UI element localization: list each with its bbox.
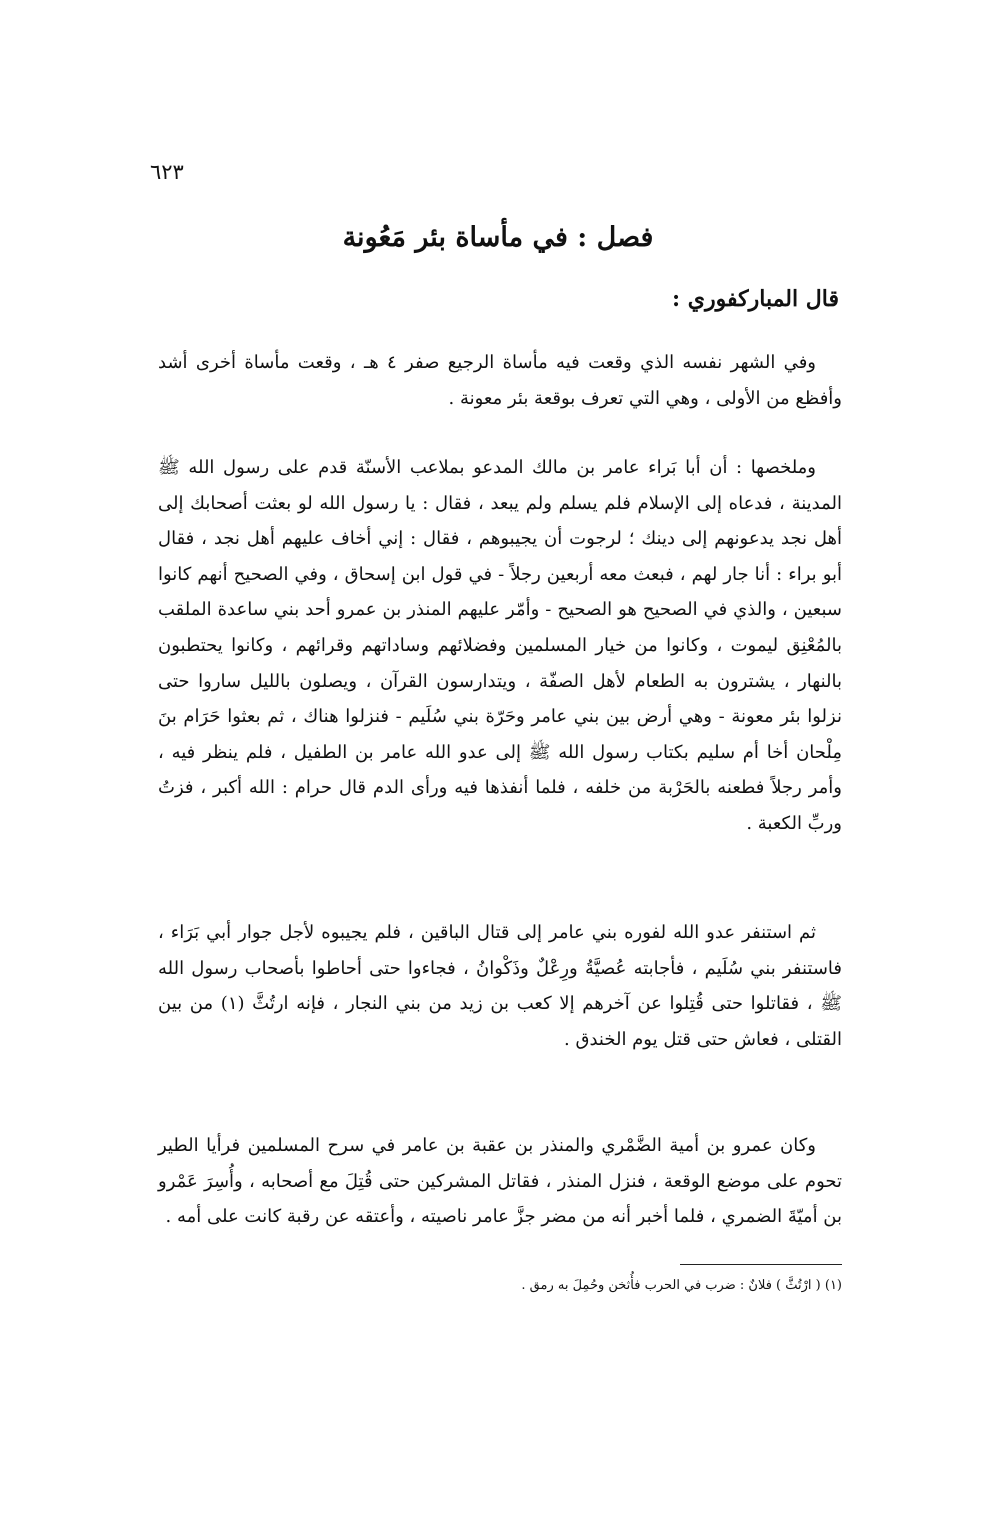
paragraph-text: وكان عمرو بن أمية الضَّمْري والمنذر بن عقبة بن عامر في سرح المسلمين فرأيا الطير تحوم على موضع الوقعة ، فنزل المنذر ، فقاتل المشركين حتى قُتِلَ مع أصحابه ، وأُسِرَ عَمْرو بن أميّةَ الضمري ، فلما أخبر أنه من مضر جزَّ عامر ناصيته ، وأعتقه عن رقبة كانت على أمه .: [158, 1135, 842, 1228]
paragraph-text: ثم استنفر عدو الله لفوره بني عامر إلى قتال الباقين ، فلم يجيبوه لأجل جوار أبي بَرَاء ، فاستنفر بني سُلَيم ، فأجابته عُصيَّةُ ورِعْلٌ وذَكْوانُ ، فجاءوا حتى أحاطوا بأصحاب رسول الله ﷺ ، فقاتلوا حتى قُتِلوا عن آخرهم إلا كعب بن زيد من بني النجار ، فإنه ارتُثَّ (١) من بين القتلى ، فعاش حتى قتل يوم الخندق .: [158, 922, 842, 1050]
footnote: (١) ( ارْتُثَّ ) فلانٌ : ضرب في الحرب فأُثخن وحُمِلَ به رمق .: [521, 1278, 842, 1293]
paragraph-3: [158, 915, 842, 1057]
paragraph-2: [158, 450, 842, 842]
paragraph-4: [158, 1128, 842, 1235]
page-number: ٦٢٣: [150, 160, 184, 184]
footnote-divider: [680, 1264, 842, 1265]
paragraph-text: وملخصها : أن أبا بَراء عامر بن مالك المدعو بملاعب الأسنّة قدم على رسول الله ﷺ المدينة ، فدعاه إلى الإسلام فلم يسلم ولم يبعد ، فقال : يا رسول الله لو بعثت أصحابك إلى أهل نجد يدعونهم إلى دينك ؛ لرجوت أن يجيبوهم ، فقال : إني أخاف عليهم أهل نجد ، فقال أبو براء : أنا جار لهم ، فبعث معه أربعين رجلاً - في قول ابن إسحاق ، وفي الصحيح أنهم كانوا سبعين ، والذي في الصحيح هو الصحيح - وأمّر عليهم المنذر بن عمرو أحد بني ساعدة الملقب بالمُعْنِق ليموت ، وكانوا من خيار المسلمين وفضلائهم وساداتهم وقرائهم ، وكانوا يحتطبون بالنهار ، يشترون به الطعام لأهل الصفّة ، ويتدارسون القرآن ، ويصلون بالليل ساروا حتى نزلوا بئر معونة - وهي أرض بين بني عامر وحَرّة بني سُلَيم - فنزلوا هناك ، ثم بعثوا حَرَام بنَ مِلْحان أخا أم سليم بكتاب رسول الله ﷺ إلى عدو الله عامر بن الطفيل ، فلم ينظر فيه ، وأمر رجلاً فطعنه بالحَرْبة من خلفه ، فلما أنفذها فيه ورأى الدم قال حرام : الله أكبر ، فزتُ وربِّ الكعبة .: [158, 457, 842, 834]
paragraph-1: [158, 345, 842, 416]
section-speaker: قال المباركفوري :: [672, 286, 839, 312]
paragraph-text: وفي الشهر نفسه الذي وقعت فيه مأساة الرجيع صفر ٤ هـ ، وقعت مأساة أخرى أشد وأفظع من الأولى ، وهي التي تعرف بوقعة بئر معونة .: [158, 352, 842, 409]
chapter-title: فصل : في مأساة بئر مَعُونة: [342, 222, 654, 253]
